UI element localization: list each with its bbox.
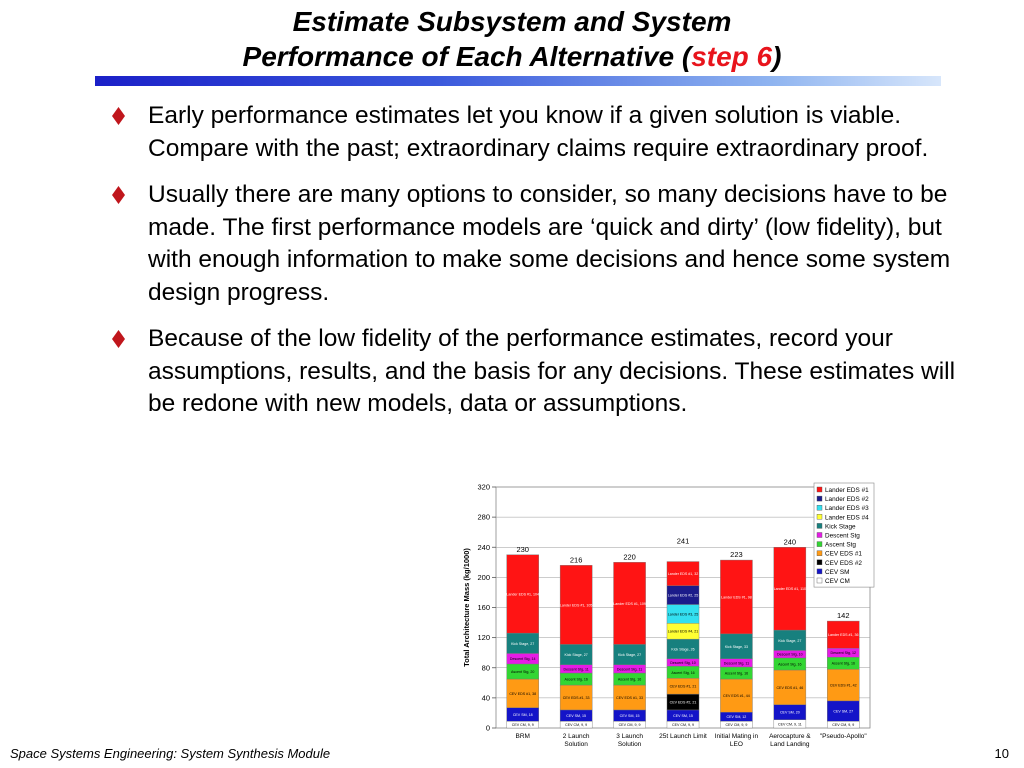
legend-swatch <box>817 523 822 528</box>
legend-entry: Ascent Stg <box>825 541 856 549</box>
segment-label: CEV SM, 15 <box>673 714 693 719</box>
y-tick-label: 40 <box>481 693 490 703</box>
segment-label: Kick Stage, 27 <box>511 641 535 646</box>
bullet-text-3: Because of the low fidelity of the performance estimates, record your assumptions, results, and the basis for any decisions. These estimates will be redone with new models, data or assumptions. <box>148 325 956 417</box>
legend-entry: Lander EDS #4 <box>825 514 869 522</box>
segment-label: Descent Stg, 11 <box>616 667 643 672</box>
x-category-label: 25t Launch Limit <box>659 733 707 740</box>
segment-label: CEV SM, 27 <box>833 709 854 714</box>
segment-label: CEV EDS #1, 33 <box>562 695 590 700</box>
x-category-label: BRM <box>515 733 530 740</box>
bar-total-label: 220 <box>623 552 636 562</box>
segment-label: CEV SM, 20 <box>779 710 800 715</box>
segment-label: Lander EDS #3, 25 <box>667 612 699 617</box>
segment-label: CEV EDS #1, 46 <box>776 685 804 690</box>
title-line-2-text: Performance of Each Alternative ( <box>242 41 692 72</box>
diamond-bullet-icon <box>112 330 125 348</box>
y-tick-label: 320 <box>477 482 490 492</box>
legend-entry: Lander EDS #1 <box>825 487 869 494</box>
segment-label: Descent Stg, 10 <box>777 652 803 657</box>
slide-title <box>0 4 1024 74</box>
legend-swatch <box>817 551 822 556</box>
x-category-label: "Pseudo-Apollo" <box>819 733 867 740</box>
legend-entry: Kick Stage <box>825 523 856 531</box>
segment-label: Ascent Stg, 16 <box>671 670 695 675</box>
segment-label: CEV SM, 15 <box>619 714 640 719</box>
segment-label: Descent Stg, 10 <box>670 660 696 665</box>
legend-entry: CEV CM <box>825 578 850 585</box>
legend-entry: Lander EDS #3 <box>825 505 869 513</box>
segment-label: Descent Stg, 12 <box>830 651 857 656</box>
segment-label: CEV EDS #2, 21 <box>669 700 697 705</box>
x-category-label: Solution <box>564 741 588 748</box>
y-tick-label: 0 <box>485 723 490 733</box>
y-tick-label: 280 <box>477 512 490 522</box>
architecture-mass-chart <box>458 477 878 750</box>
diamond-bullet-icon <box>112 107 125 125</box>
bullet-item-2 <box>108 179 988 309</box>
bullet-item-1 <box>108 100 988 165</box>
title-line-2 <box>0 39 1024 74</box>
segment-label: Ascent Stg, 20 <box>511 670 535 675</box>
title-line-1: Estimate Subsystem and System <box>292 6 732 37</box>
legend-swatch <box>817 487 822 492</box>
legend-swatch <box>817 505 822 510</box>
bar-total-label: 223 <box>730 550 743 560</box>
y-tick-label: 240 <box>477 542 490 552</box>
page-number: 10 <box>994 746 1009 761</box>
segment-label: CEV EDS #1, 33 <box>616 695 643 700</box>
legend-swatch <box>817 578 822 583</box>
segment-label: Lander EDS #1, 104 <box>506 592 540 597</box>
segment-label: Lander EDS #1, 110 <box>773 587 807 592</box>
legend-swatch <box>817 569 822 574</box>
footer-module-name: Space Systems Engineering: System Synthesis Module <box>10 746 331 761</box>
x-category-label: 2 Launch <box>562 733 590 740</box>
y-tick-label: 200 <box>477 572 490 582</box>
title-underline-gradient <box>95 76 941 86</box>
x-category-label: LEO <box>729 741 743 748</box>
legend-entry: Descent Stg <box>825 532 860 540</box>
y-tick-label: 120 <box>477 633 490 643</box>
segment-label: Lander EDS #1, 36 <box>827 633 859 638</box>
legend-swatch <box>817 560 822 565</box>
legend-entry: CEV EDS #1 <box>825 550 862 558</box>
segment-label: Kick Stage, 27 <box>564 653 588 658</box>
y-axis-label: Total Architecture Mass (kg/1000) <box>462 548 471 667</box>
segment-label: Ascent Stg, 16 <box>831 661 855 666</box>
x-category-label: 3 Launch <box>616 733 643 740</box>
legend-entry: Lander EDS #2 <box>825 496 869 504</box>
segment-label: Ascent Stg, 16 <box>778 662 802 667</box>
bar-total-label: 240 <box>783 537 797 547</box>
y-tick-label: 80 <box>481 663 490 673</box>
x-category-label: Initial Mating in <box>714 733 759 740</box>
title-step-highlight: step 6 <box>691 41 773 72</box>
segment-label: Descent Stg, 11 <box>723 661 750 666</box>
x-category-label: Solution <box>617 741 642 748</box>
segment-label: Kick Stage, 27 <box>617 653 642 658</box>
bullet-item-3 <box>108 323 988 421</box>
bullet-text-2: Usually there are many options to consider, so many decisions have to be made. The first performance models are ‘quick and dirty’ (low fidelity), but with enough information to make some decisions and hence some system design progress. <box>148 181 951 306</box>
x-category-label: Aerocapture & <box>769 733 811 740</box>
segment-label: CEV EDS #1, 42 <box>829 683 857 688</box>
legend-entry: CEV EDS #2 <box>825 559 862 567</box>
bullet-list <box>108 100 988 435</box>
segment-label: Ascent Stg, 16 <box>724 671 749 676</box>
segment-label: CEV CM, 9, 9 <box>511 723 534 728</box>
segment-label: CEV EDS #1, 21 <box>669 684 697 689</box>
diamond-bullet-icon <box>112 186 125 204</box>
segment-label: CEV SM, 12 <box>726 715 747 720</box>
bar-total-label: 142 <box>837 611 850 621</box>
segment-label: CEV CM, 9, 9 <box>618 723 641 728</box>
segment-label: CEV CM, 9, 9 <box>832 723 855 728</box>
bar-total-label: 241 <box>676 536 690 546</box>
legend-swatch <box>817 542 822 547</box>
segment-label: CEV CM, 9, 9 <box>725 723 748 728</box>
segment-label: CEV SM, 18 <box>512 712 533 717</box>
legend-entry: CEV SM <box>825 568 850 576</box>
legend-swatch <box>817 514 822 519</box>
y-tick-label: 160 <box>477 603 490 612</box>
x-category-label: Land Landing <box>770 741 810 748</box>
segment-label: Descent Stg, 11 <box>563 667 589 672</box>
bullet-text-1: Early performance estimates let you know if a given solution is viable. Compare with the past; extraordinary claims require extraordinary proof. <box>148 102 929 162</box>
segment-label: CEV EDS #1, 44 <box>723 694 750 699</box>
segment-label: CEV SM, 15 <box>566 714 587 719</box>
segment-label: Lander EDS #1, 109 <box>613 601 646 606</box>
segment-label: Lander EDS #2, 25 <box>667 593 699 598</box>
segment-label: Lander EDS #1, 105 <box>559 603 593 608</box>
segment-label: Lander EDS #1, 32 <box>667 572 699 577</box>
legend-swatch <box>817 496 822 501</box>
segment-label: CEV CM, 9, 9 <box>672 723 694 728</box>
legend-swatch <box>817 533 822 538</box>
segment-label: CEV CM, 9, 9 <box>565 723 588 728</box>
bar-total-label: 216 <box>569 555 583 565</box>
segment-label: CEV CM, 9, 11 <box>778 722 802 727</box>
title-line-2-close: ) <box>772 41 782 72</box>
segment-label: CEV EDS #1, 38 <box>509 691 537 696</box>
segment-label: Lander EDS #4, 21 <box>667 629 699 634</box>
segment-label: Kick Stage, 33 <box>724 644 749 649</box>
segment-label: Ascent Stg, 16 <box>617 677 642 682</box>
segment-label: Kick Stage, 27 <box>778 638 802 643</box>
segment-label: Ascent Stg, 16 <box>564 677 588 682</box>
bar-total-label: 230 <box>516 544 529 554</box>
segment-label: Kick Stage, 26 <box>671 647 695 652</box>
segment-label: Descent Stg, 14 <box>509 657 536 662</box>
segment-label: Lander EDS #1, 98 <box>721 595 752 600</box>
